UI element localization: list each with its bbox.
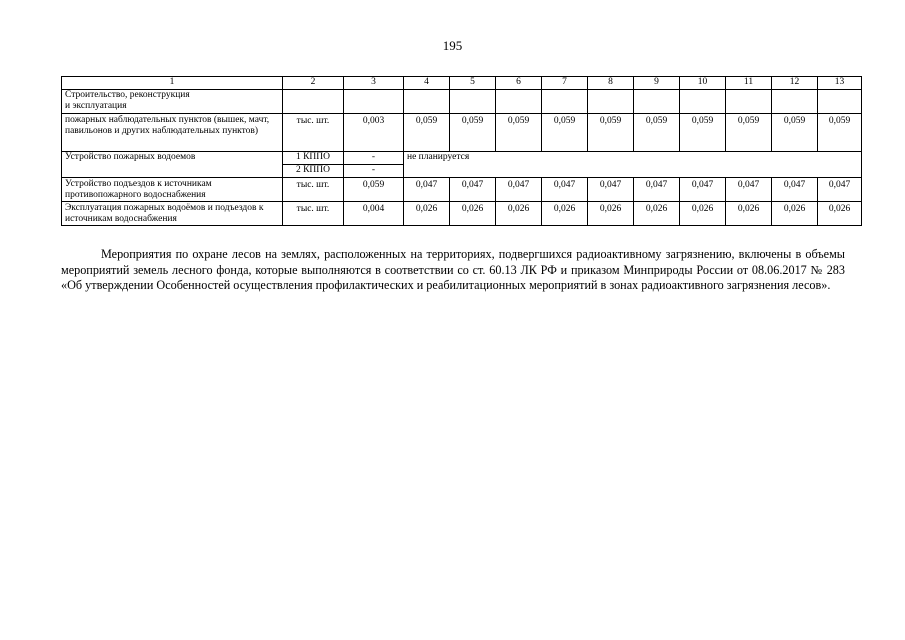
- table-row: [62, 152, 862, 165]
- body-paragraph: Мероприятия по охране лесов на землях, расположенных на территориях, подвергшихся радиоактивному загрязнению, включены в объемы мероприятий земель лесного фонда, которые выполняются в соответствии со ст. 60.13 ЛК РФ и приказом Минприроды России от 08.06.2017 № 283 «Об утверждении Особенностей осуществления профилактических и реабилитационных мероприятий в зонах радиоактивного загрязнения лесов».: [61, 247, 845, 292]
- section-title: Строительство, реконструкция и эксплуатация: [62, 90, 283, 114]
- cell-value: 0,026: [588, 202, 634, 226]
- column-header: 3: [344, 77, 404, 90]
- cell-value: 0,003: [344, 114, 404, 152]
- cell-value: 0,059: [404, 114, 450, 152]
- row-name: Устройство подъездов к источникам противопожарного водоснабжения: [62, 178, 283, 202]
- cell-value: 0,047: [634, 178, 680, 202]
- row-name: Эксплуатация пожарных водоёмов и подъездов к источникам водоснабжения: [62, 202, 283, 226]
- cell-value: 0,047: [726, 178, 772, 202]
- cell-value: 0,047: [818, 178, 862, 202]
- cell-value: 0,047: [680, 178, 726, 202]
- cell-value: 0,047: [450, 178, 496, 202]
- cell-value: 0,047: [772, 178, 818, 202]
- measures-table: [61, 76, 862, 226]
- page-number: 195: [442, 38, 463, 53]
- cell-value: 0,026: [772, 202, 818, 226]
- row-unit: тыс. шт.: [283, 114, 344, 152]
- row-name: Устройство пожарных водоемов: [62, 152, 283, 178]
- row-note: не планируется: [404, 152, 862, 178]
- column-header: 9: [634, 77, 680, 90]
- cell-value: 0,026: [680, 202, 726, 226]
- cell-value: 0,026: [450, 202, 496, 226]
- column-header: 4: [404, 77, 450, 90]
- cell-value: 0,059: [450, 114, 496, 152]
- cell-value: 0,026: [542, 202, 588, 226]
- cell-value: -: [344, 165, 404, 178]
- row-unit: 2 КППО: [283, 165, 344, 178]
- column-header: 13: [818, 77, 862, 90]
- cell-value: 0,059: [344, 178, 404, 202]
- table-row-section-title: [62, 90, 862, 114]
- column-header: 11: [726, 77, 772, 90]
- cell-value: 0,059: [772, 114, 818, 152]
- column-header: 6: [496, 77, 542, 90]
- table-row: [62, 202, 862, 226]
- table-row: [62, 114, 862, 152]
- cell-value: 0,047: [404, 178, 450, 202]
- row-unit: 1 КППО: [283, 152, 344, 165]
- cell-value: 0,026: [634, 202, 680, 226]
- cell-value: 0,026: [496, 202, 542, 226]
- cell-value: 0,059: [588, 114, 634, 152]
- cell-value: 0,059: [726, 114, 772, 152]
- cell-value: 0,026: [404, 202, 450, 226]
- cell-value: 0,059: [542, 114, 588, 152]
- cell-value: 0,059: [496, 114, 542, 152]
- cell-value: 0,059: [634, 114, 680, 152]
- column-header: 5: [450, 77, 496, 90]
- row-name: пожарных наблюдательных пунктов (вышек, мачт, павильонов и других наблюдательных пунктов): [62, 114, 283, 152]
- column-header: 1: [62, 77, 283, 90]
- cell-value: 0,047: [496, 178, 542, 202]
- table-header-row: [62, 77, 862, 90]
- table-row: [62, 178, 862, 202]
- column-header: 10: [680, 77, 726, 90]
- cell-value: 0,047: [542, 178, 588, 202]
- column-header: 8: [588, 77, 634, 90]
- column-header: 2: [283, 77, 344, 90]
- row-unit: тыс. шт.: [283, 178, 344, 202]
- column-header: 12: [772, 77, 818, 90]
- cell-value: 0,026: [726, 202, 772, 226]
- cell-value: 0,059: [680, 114, 726, 152]
- column-header: 7: [542, 77, 588, 90]
- cell-value: 0,047: [588, 178, 634, 202]
- cell-value: 0,026: [818, 202, 862, 226]
- cell-value: 0,059: [818, 114, 862, 152]
- cell-value: -: [344, 152, 404, 165]
- row-unit: тыс. шт.: [283, 202, 344, 226]
- cell-value: 0,004: [344, 202, 404, 226]
